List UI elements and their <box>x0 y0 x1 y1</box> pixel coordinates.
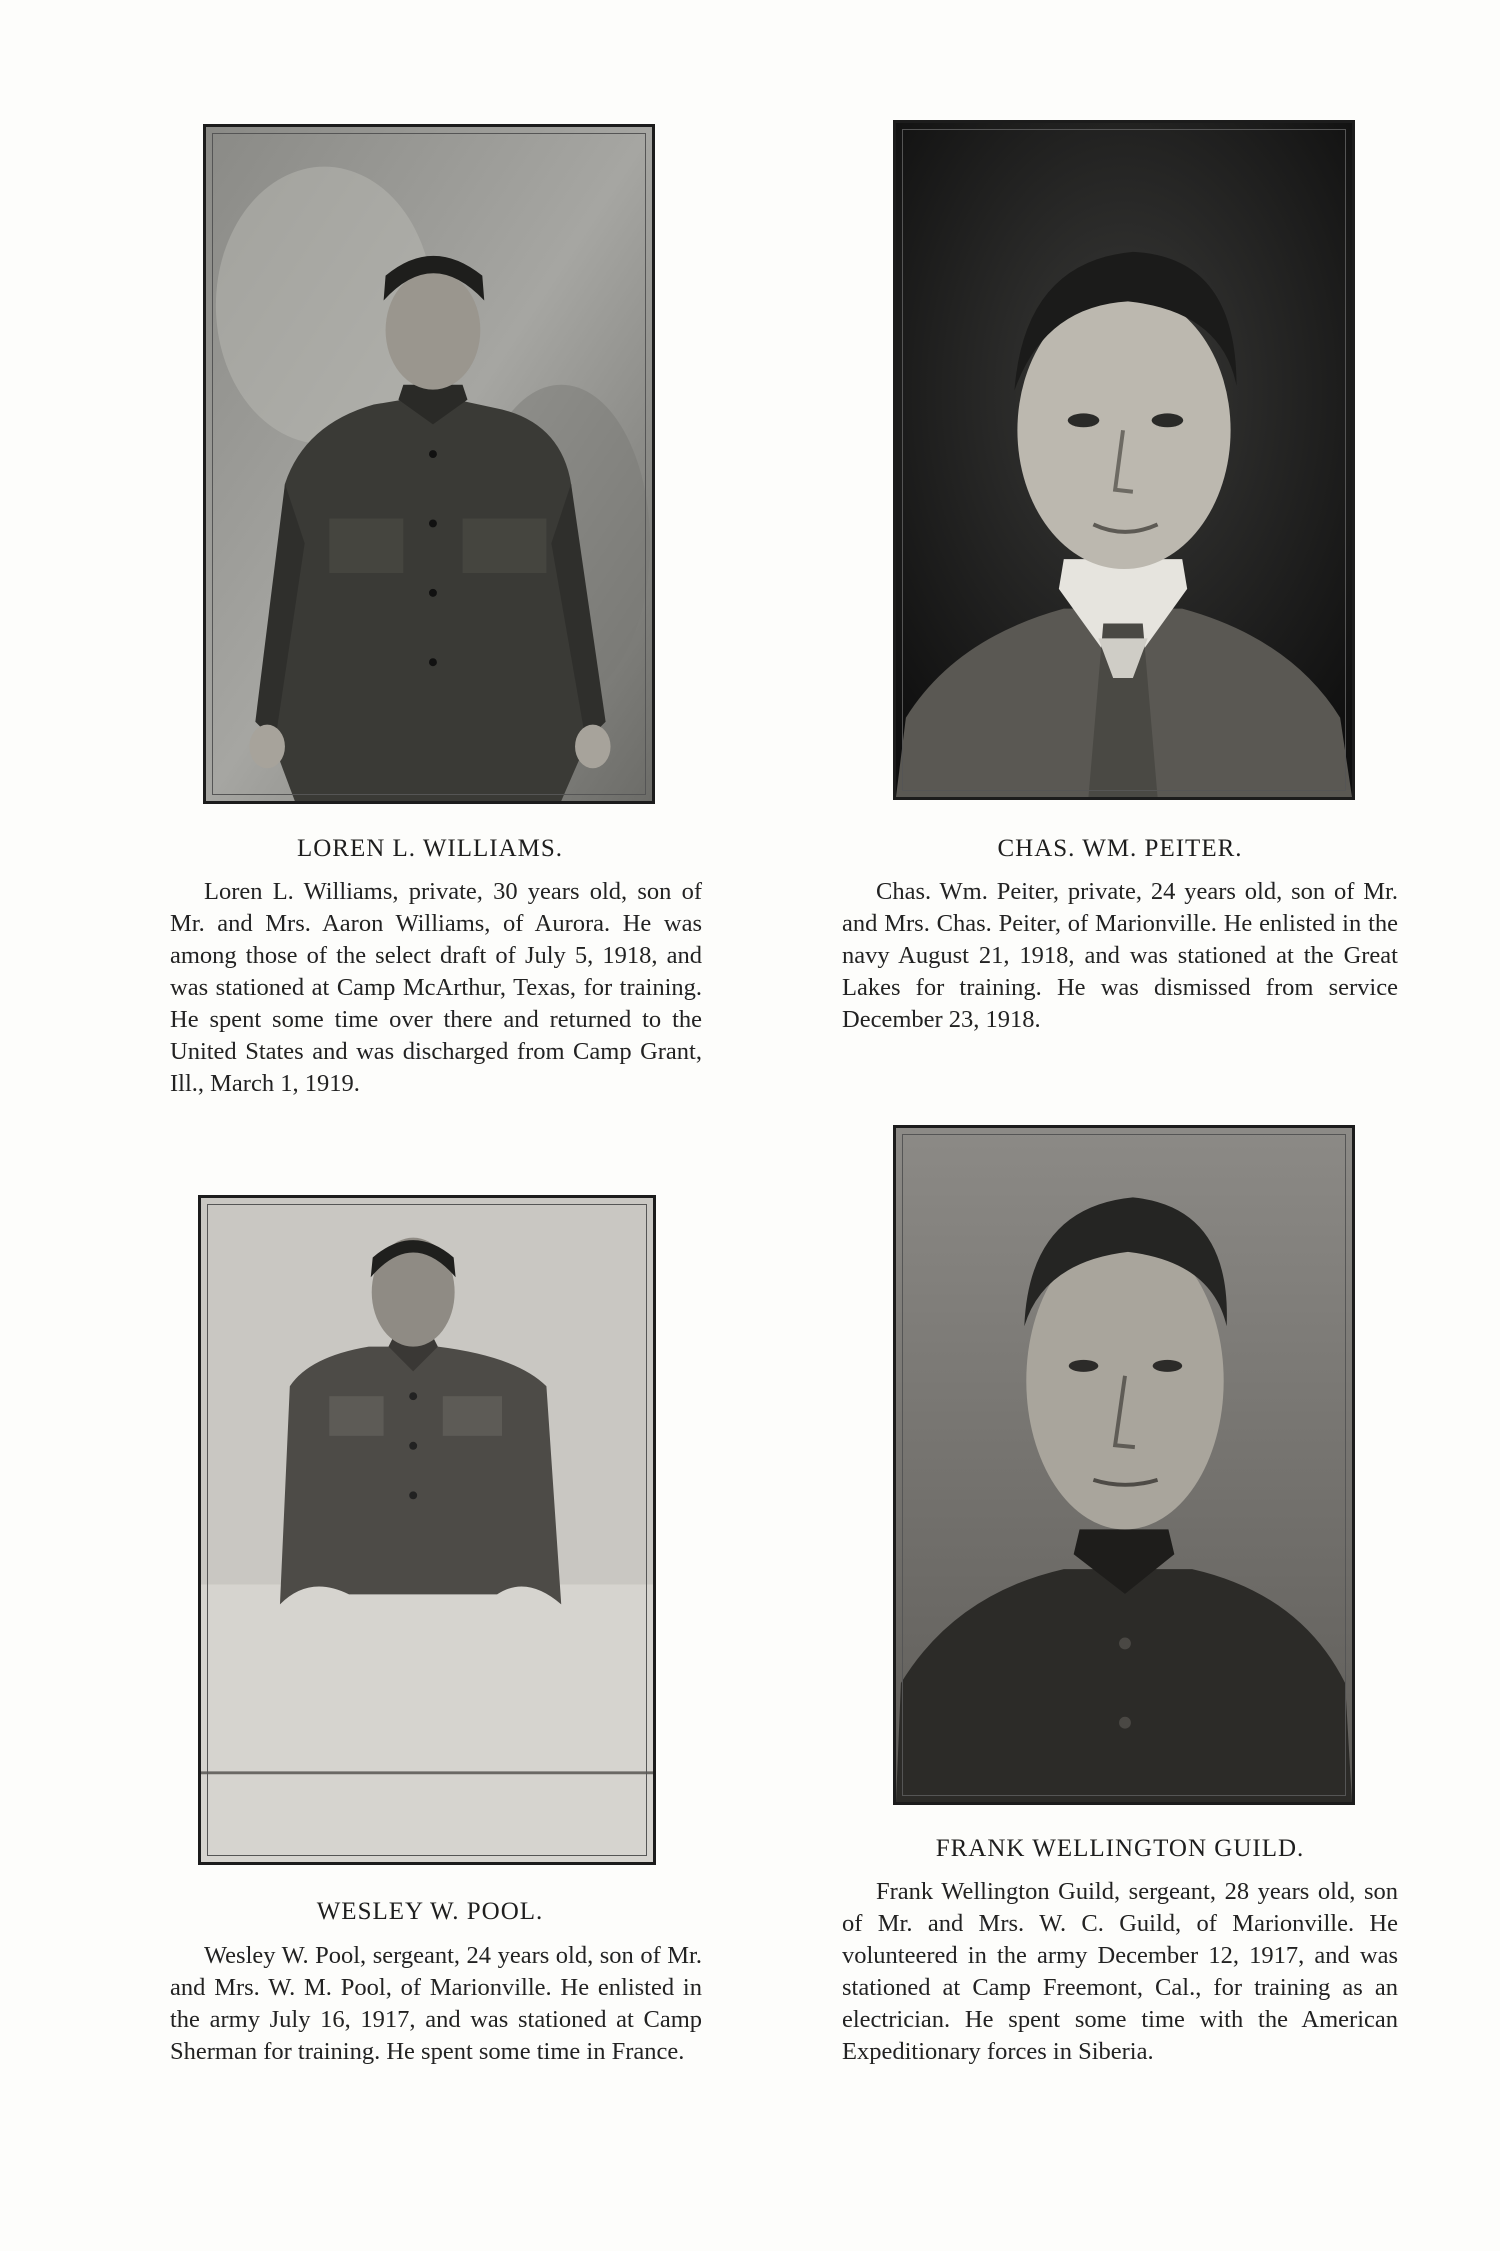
bio-loren-williams <box>170 876 702 1100</box>
name-frank-guild: FRANK WELLINGTON GUILD. <box>935 1835 1305 1862</box>
name-loren-williams: LOREN L. WILLIAMS. <box>296 835 564 862</box>
name-wesley-pool: WESLEY W. POOL. <box>316 1898 544 1925</box>
photo-frank-guild <box>893 1125 1355 1805</box>
bio-text-frank-guild: Frank Wellington Guild, sergeant, 28 years old, son of Mr. and Mrs. W. C. Guild, of Marionville. He volunteered in the army December 12, 1917, and was stationed at Camp Freemont, Cal., for training as an electrician. He spent some time with the American Expeditionary forces in Siberia. <box>842 1878 1398 2065</box>
photo-wesley-pool <box>198 1195 656 1865</box>
photo-loren-williams <box>203 124 655 804</box>
bio-chas-peiter <box>842 876 1398 1036</box>
bio-frank-guild <box>842 1876 1398 2068</box>
bio-text-wesley-pool: Wesley W. Pool, sergeant, 24 years old, son of Mr. and Mrs. W. M. Pool, of Marionville. He enlisted in the army July 16, 1917, and was stationed at Camp Sherman for training. He spent some time in France. <box>170 1942 702 2065</box>
bio-wesley-pool <box>170 1940 702 2068</box>
bio-text-chas-peiter: Chas. Wm. Peiter, private, 24 years old, son of Mr. and Mrs. Chas. Peiter, of Marionville. He enlisted in the navy August 21, 1918, and was stationed at the Great Lakes for training. He was dismissed from service December 23, 1918. <box>842 878 1398 1033</box>
bio-text-loren-williams: Loren L. Williams, private, 30 years old, son of Mr. and Mrs. Aaron Williams, of Aurora. He was among those of the select draft of July 5, 1918, and was stationed at Camp McArthur, Texas, for training. He spent some time over there and returned to the United States and was discharged from Camp Grant, Ill., March 1, 1919. <box>170 878 702 1097</box>
photo-chas-peiter <box>893 120 1355 800</box>
name-chas-peiter: CHAS. WM. PEITER. <box>997 835 1243 862</box>
